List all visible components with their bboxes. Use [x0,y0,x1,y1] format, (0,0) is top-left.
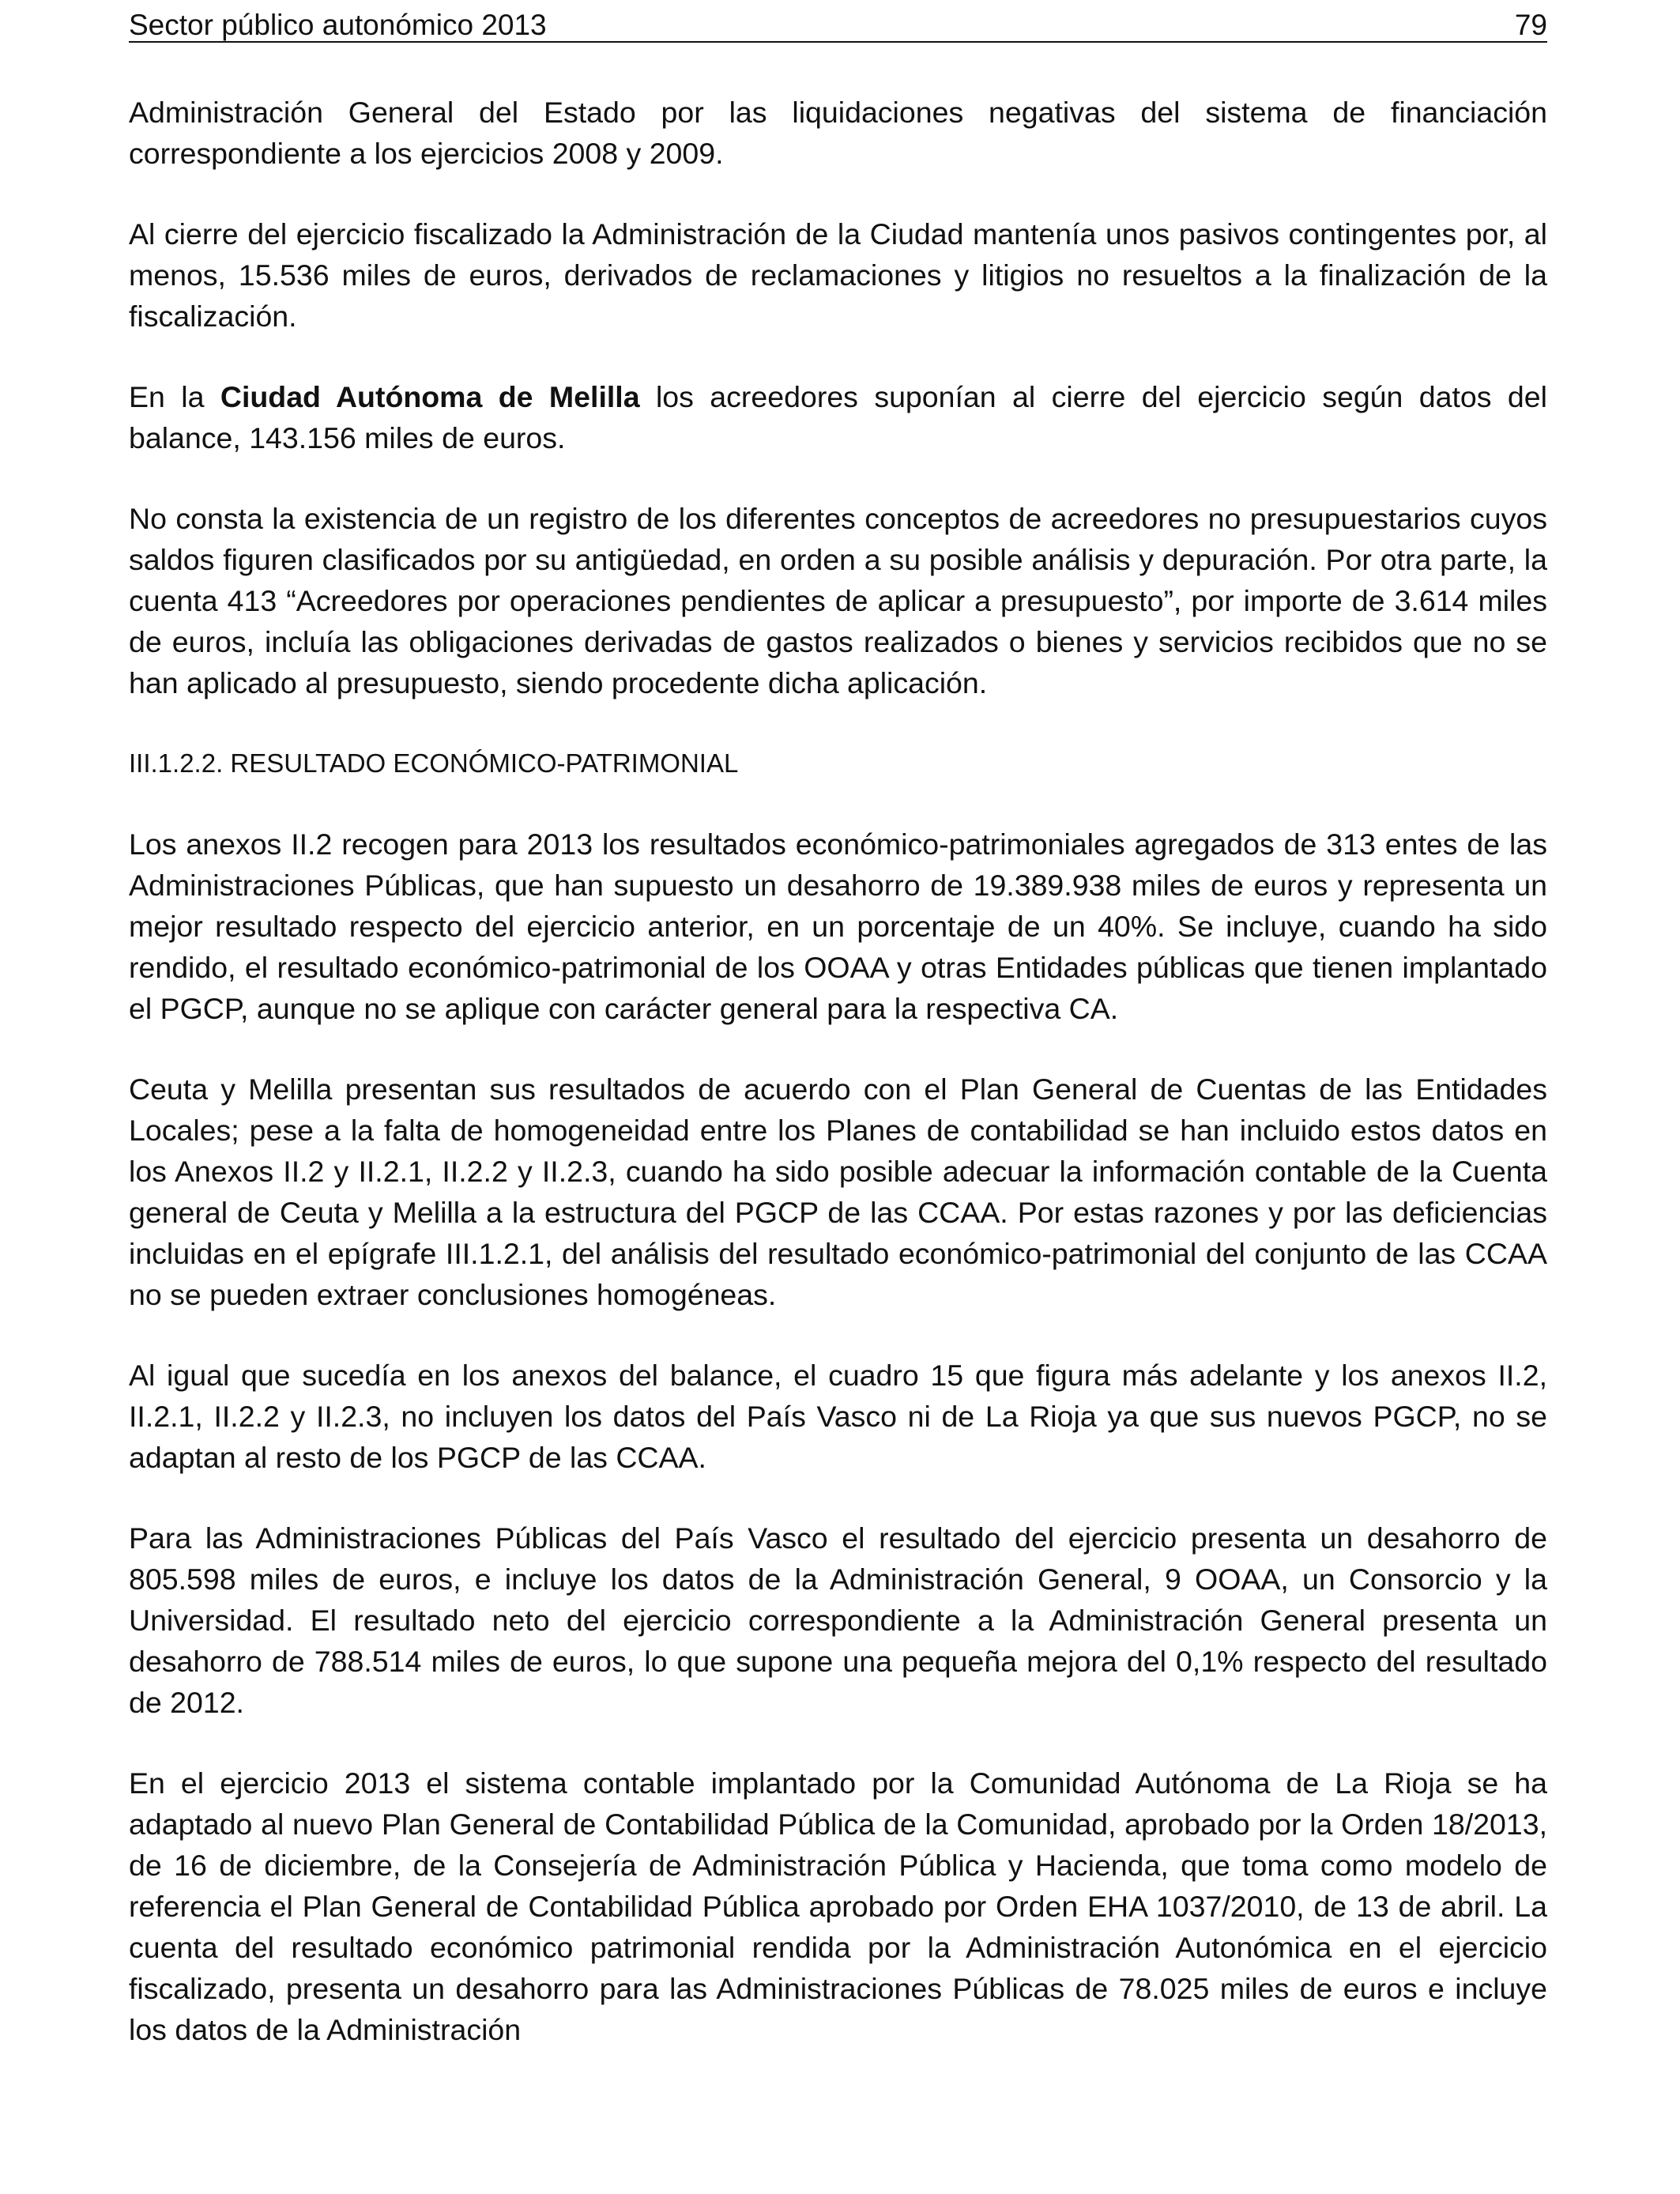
paragraph-8: Para las Administraciones Públicas del País Vasco el resultado del ejercicio presenta un desahorro de 805.598 miles de euros, e incluye los datos de la Administración General, 9 OOAA, un Consorcio y la Universidad. El resultado neto del ejercicio correspondiente a la Administración General presenta un desahorro de 788.514 miles de euros, lo que supone una pequeña mejora del 0,1% respecto del resultado de 2012. [129,1521,1547,1719]
paragraph-6: Ceuta y Melilla presentan sus resultados de acuerdo con el Plan General de Cuentas de las Entidades Locales; pese a la falta de homogeneidad entre los Planes de contabilidad se han incluido estos datos en los Anexos II.2 y II.2.1, II.2.2 y II.2.3, cuando ha sido posible adecuar la información contable de la Cuenta general de Ceuta y Melilla a la estructura del PGCP de las CCAA. Por estas razones y por las deficiencias incluidas en el epígrafe III.1.2.1, del análisis del resultado económico-patrimonial del conjunto de las CCAA no se pueden extraer conclusiones homogéneas. [129,1072,1547,1311]
body-text [129,92,1547,2050]
paragraph-1: Administración General del Estado por las liquidaciones negativas del sistema de financiación correspondiente a los ejercicios 2008 y 2009. [129,96,1547,170]
header-title: Sector público autonómico 2013 [129,9,547,41]
paragraph-9: En el ejercicio 2013 el sistema contable implantado por la Comunidad Autónoma de La Rioja se ha adaptado al nuevo Plan General de Contabilidad Pública de la Comunidad, aprobado por la Orden 18/2013, de 16 de diciembre, de la Consejería de Administración Pública y Hacienda, que toma como modelo de referencia el Plan General de Contabilidad Pública aprobado por Orden EHA 1037/2010, de 13 de abril. La cuenta del resultado económico patrimonial rendida por la Administración Autonómica en el ejercicio fiscalizado, presenta un desahorro para las Administraciones Públicas de 78.025 miles de euros e incluye los datos de la Administración [129,1766,1547,2046]
paragraph-4: No consta la existencia de un registro de los diferentes conceptos de acreedores no presupuestarios cuyos saldos figuren clasificados por su antigüedad, en orden a su posible análisis y depuración. Por otra parte, la cuenta 413 “Acreedores por operaciones pendientes de aplicar a presupuesto”, por importe de 3.614 miles de euros, incluía las obligaciones derivadas de gastos realizados o bienes y servicios recibidos que no se han aplicado al presupuesto, siendo procedente dicha aplicación. [129,502,1547,699]
paragraph-3-lead: En la [129,380,220,413]
running-header [129,0,1547,43]
paragraph-5: Los anexos II.2 recogen para 2013 los resultados económico-patrimoniales agregados de 313 entes de las Administraciones Públicas, que han supuesto un desahorro de 19.389.938 miles de euros y representa un mejor resultado respecto del ejercicio anterior, en un porcentaje de un 40%. Se incluye, cuando ha sido rendido, el resultado económico-patrimonial de los OOAA y otras Entidades públicas que tienen implantado el PGCP, aunque no se aplique con carácter general para la respectiva CA. [129,827,1547,1025]
paragraph-3 [129,376,1547,458]
section-heading: III.1.2.2. RESULTADO ECONÓMICO-PATRIMONIAL [129,748,739,778]
paragraph-3-bold-entity: Ciudad Autónoma de Melilla [220,380,640,413]
paragraph-3-rest: los acreedores suponían al cierre del ejercicio según datos del balance, 143.156 miles de euros. [129,380,1547,454]
paragraph-7: Al igual que sucedía en los anexos del balance, el cuadro 15 que figura más adelante y los anexos II.2, II.2.1, II.2.2 y II.2.3, no incluyen los datos del País Vasco ni de La Rioja ya que sus nuevos PGCP, no se adaptan al resto de los PGCP de las CCAA. [129,1359,1547,1474]
paragraph-2: Al cierre del ejercicio fiscalizado la Administración de la Ciudad mantenía unos pasivos contingentes por, al menos, 15.536 miles de euros, derivados de reclamaciones y litigios no resueltos a la finalización de la fiscalización. [129,217,1547,333]
document-page [129,0,1547,2090]
page-number: 79 [1514,9,1547,41]
